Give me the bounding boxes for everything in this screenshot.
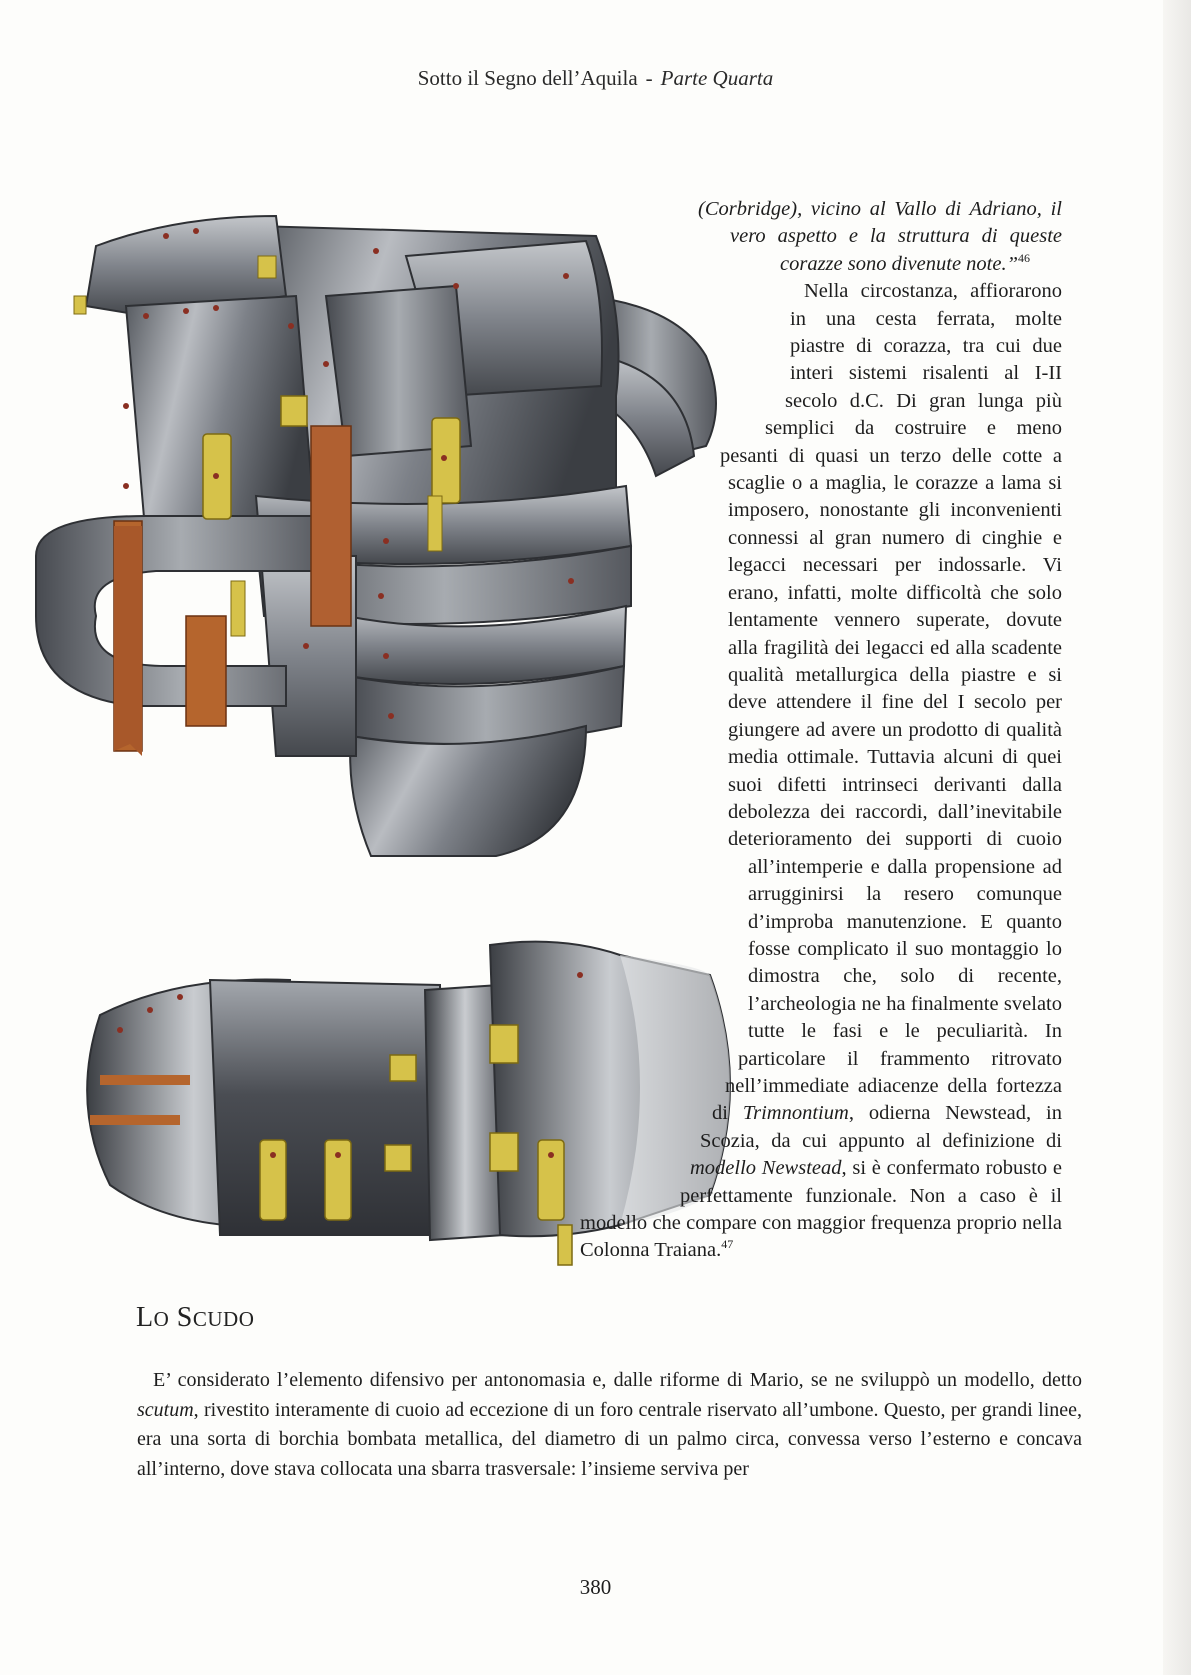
paragraph-text: , si è confermato robusto e perfettamente funzionale. Non a caso è il modello che compare con maggior frequenza proprio nella Colonna Traiana. xyxy=(580,1157,1062,1262)
place-name-trimontium: Trimnontium xyxy=(742,1102,849,1125)
paragraph-text: E’ considerato l’elemento difensivo per antonomasia e, dalle riforme di Mario, se ne sviluppò un modello, detto xyxy=(153,1369,1082,1391)
heading-initial: S xyxy=(176,1302,193,1333)
text-wrap-column xyxy=(580,196,1062,1265)
scutum-paragraph xyxy=(137,1366,1082,1484)
paragraph-text: Nella circostanza, affiorarono in una cesta ferrata, molte piastre di corazza, tra cui due interi sistemi risalenti al I-II secolo d.C. Di gran lunga più semplici da costruire e meno pesanti di quasi un terzo delle cotte a scaglie o a maglia, le corazze a lama si imposero, nonostante gli inconvenienti connessi al gran numero di cinghie e legacci necessari per indossarle. Vi erano, infatti, molte difficoltà che solo lentamente vennero superate, dovute alla fragilità dei legacci ed alla scadente qualità metallurgica della piastre e si deve attendere il fine del I secolo per giungere ad avere un prodotto di qualità media ottimale. Tuttavia alcuni di quei suoi difetti intrinseci derivanti dalla debolezza dei raccordi, dall’inevitabile deterioramento dei supporti di cuoio all’intemperie e dalla propensione ad arrugginirsi la resero comunque d’improba manutenzione. E quanto fosse complicato il suo montaggio lo dimostra che, solo di recente, l’archeologia ne ha finalmente svelato tutte le fasi e le peculiarità. In particolare il frammento ritrovato nell’immediate adiacenze della fortezza di xyxy=(712,280,1062,1125)
header-separator: - xyxy=(645,66,653,90)
term-scutum: scutum xyxy=(137,1398,194,1421)
model-name-newstead: modello Newstead xyxy=(690,1157,842,1180)
page-number: 380 xyxy=(579,1575,612,1599)
heading-smallcaps: CUDO xyxy=(192,1307,255,1331)
continuation-text: (Corbridge), vicino al Vallo di Adriano, il vero aspetto e la struttura di queste corazze sono divenute note.” xyxy=(698,198,1062,275)
paragraph-text: , rivestito interamente di cuoio ad eccezione di un foro centrale riservato all’umbone. Questo, per grandi linee, era una sorta di borchia bombata metallica, del diametro di un palmo circa, convessa verso l’esterno e concava all’interno, dove stava collocata una sbarra trasversale: l’insieme serviva per xyxy=(137,1398,1082,1480)
section-heading xyxy=(136,1302,254,1334)
part-title: Parte Quarta xyxy=(660,66,774,90)
book-title: Sotto il Segno dell’Aquila xyxy=(417,66,638,90)
paragraph-text: , odierna Newstead, in Scozia, da cui appunto al definizione di xyxy=(700,1102,1063,1152)
heading-smallcaps: O xyxy=(153,1307,170,1331)
page-edge xyxy=(1163,0,1191,1675)
footnote-ref-46: 46 xyxy=(1018,250,1030,265)
heading-initial: L xyxy=(136,1302,154,1333)
footnote-ref-47: 47 xyxy=(721,1237,734,1252)
running-header xyxy=(0,66,1191,91)
